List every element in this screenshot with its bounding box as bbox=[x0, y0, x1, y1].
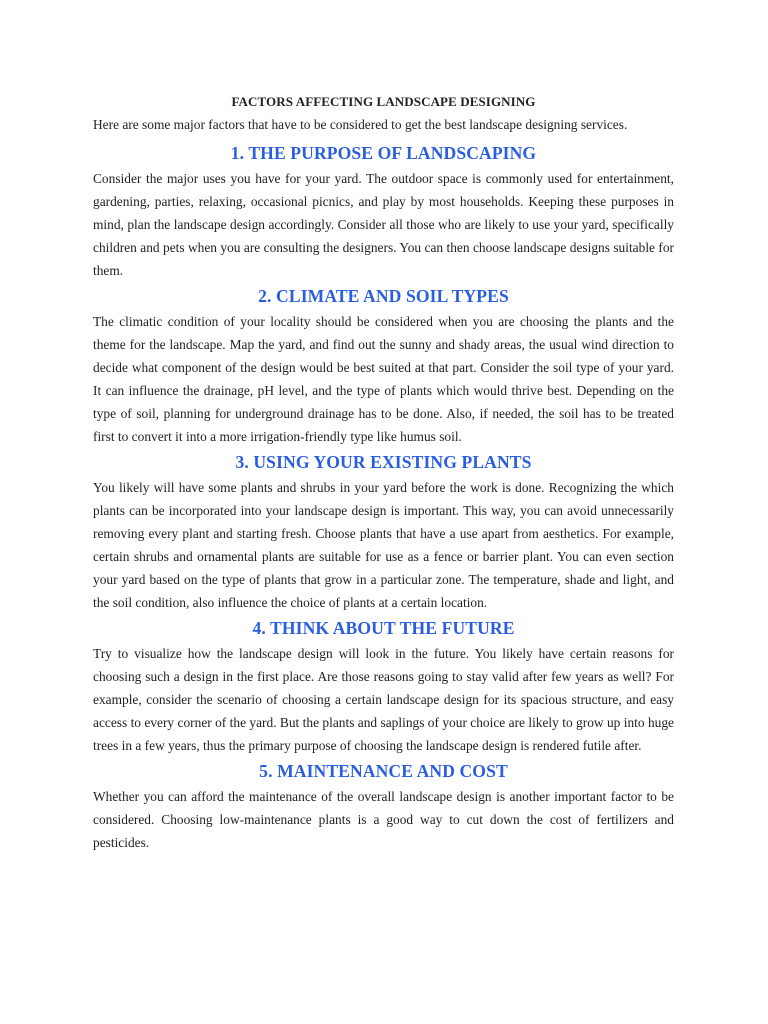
document-page bbox=[93, 91, 674, 854]
section-heading-purpose: 1. THE PURPOSE OF LANDSCAPING bbox=[230, 143, 537, 163]
intro-paragraph: Here are some major factors that have to be considered to get the best landscape designing services. bbox=[93, 117, 628, 132]
section-heading-future: 4. THINK ABOUT THE FUTURE bbox=[252, 618, 515, 638]
document-title: FACTORS AFFECTING LANDSCAPE DESIGNING bbox=[231, 94, 536, 109]
section-heading-maintenance-cost: 5. MAINTENANCE AND COST bbox=[259, 761, 508, 781]
section-body-future: Try to visualize how the landscape design will look in the future. You likely have certain reasons for choosing such a design in the first place. Are those reasons going to stay valid after few years as well? For example, consider the scenario of choosing a certain landscape design for its spacious structure, and easy access to every corner of the yard. But the plants and saplings of your choice are likely to grow up into huge trees in a few years, thus the primary purpose of choosing the landscape design is rendered futile after. bbox=[93, 646, 674, 753]
section-heading-climate-soil: 2. CLIMATE AND SOIL TYPES bbox=[258, 286, 509, 306]
section-body-maintenance-cost: Whether you can afford the maintenance of the overall landscape design is another important factor to be considered. Choosing low-maintenance plants is a good way to cut down the cost of fertilizers and pesticides. bbox=[93, 789, 674, 850]
section-body-existing-plants: You likely will have some plants and shrubs in your yard before the work is done. Recognizing the which plants can be incorporated into your landscape design is important. This way, you can avoid unnecessarily removing every plant and starting fresh. Choose plants that have a use apart from aesthetics. For example, certain shrubs and ornamental plants are suitable for use as a fence or barrier plant. You can even section your yard based on the type of plants that grow in a particular zone. The temperature, shade and light, and the soil condition, also influence the choice of plants at a certain location. bbox=[93, 480, 674, 610]
section-body-purpose: Consider the major uses you have for your yard. The outdoor space is commonly used for entertainment, gardening, parties, relaxing, occasional picnics, and play by most households. Keeping these purposes in mind, plan the landscape design accordingly. Consider all those who are likely to use your yard, specifically children and pets when you are consulting the designers. You can then choose landscape designs suitable for them. bbox=[93, 171, 674, 278]
section-heading-existing-plants: 3. USING YOUR EXISTING PLANTS bbox=[235, 452, 532, 472]
section-body-climate-soil: The climatic condition of your locality should be considered when you are choosing the plants and the theme for the landscape. Map the yard, and find out the sunny and shady areas, the usual wind direction to decide what component of the design would be best suited at that part. Consider the soil type of your yard. It can influence the drainage, pH level, and the type of plants which would thrive best. Depending on the type of soil, planning for underground drainage has to be done. Also, if needed, the soil has to be treated first to convert it into a more irrigation-friendly type like humus soil. bbox=[93, 314, 674, 444]
